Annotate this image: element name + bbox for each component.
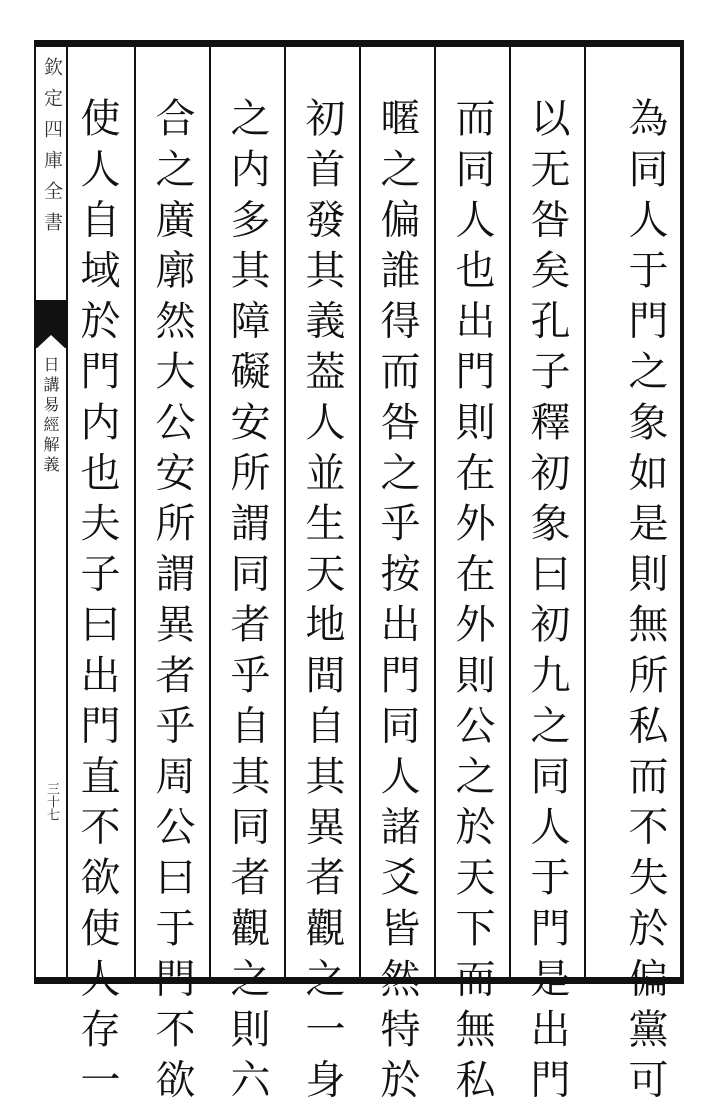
- text-column-1: [586, 47, 682, 1109]
- column-text: 使人自域於門内也夫子曰出門直不欲使人存一: [74, 97, 120, 1109]
- page-number: 三十七: [44, 782, 59, 821]
- text-column-6: [211, 47, 284, 1109]
- column-text: 暱之偏誰得而咎之乎按出門同人諸爻皆然特於: [374, 97, 420, 1109]
- text-column-7: [136, 47, 209, 1109]
- book-title: 日講易經解義: [41, 356, 60, 476]
- column-text: 以无咎矣孔子釋初象曰初九之同人于門是出門: [524, 97, 570, 1109]
- column-text: 而同人也出門則在外在外則公之於天下而無私: [449, 97, 495, 1109]
- column-text: 為同人于門之象如是則無所私而不失於偏黨可: [622, 97, 668, 1109]
- text-column-2: [511, 47, 584, 1109]
- column-text: 之内多其障礙安所謂同者乎自其同者觀之則六: [224, 97, 270, 1109]
- text-column-3: [436, 47, 509, 1109]
- text-column-4: [361, 47, 434, 1109]
- margin-top-text: 欽定四庫全書: [41, 57, 63, 243]
- text-column-8: [68, 47, 134, 1109]
- text-column-5: [286, 47, 359, 1109]
- column-text: 初首發其義葢人並生天地間自其異者觀之一身: [299, 97, 345, 1109]
- column-text: 合之廣廓然大公安所謂異者乎周公曰于門不欲: [149, 97, 195, 1109]
